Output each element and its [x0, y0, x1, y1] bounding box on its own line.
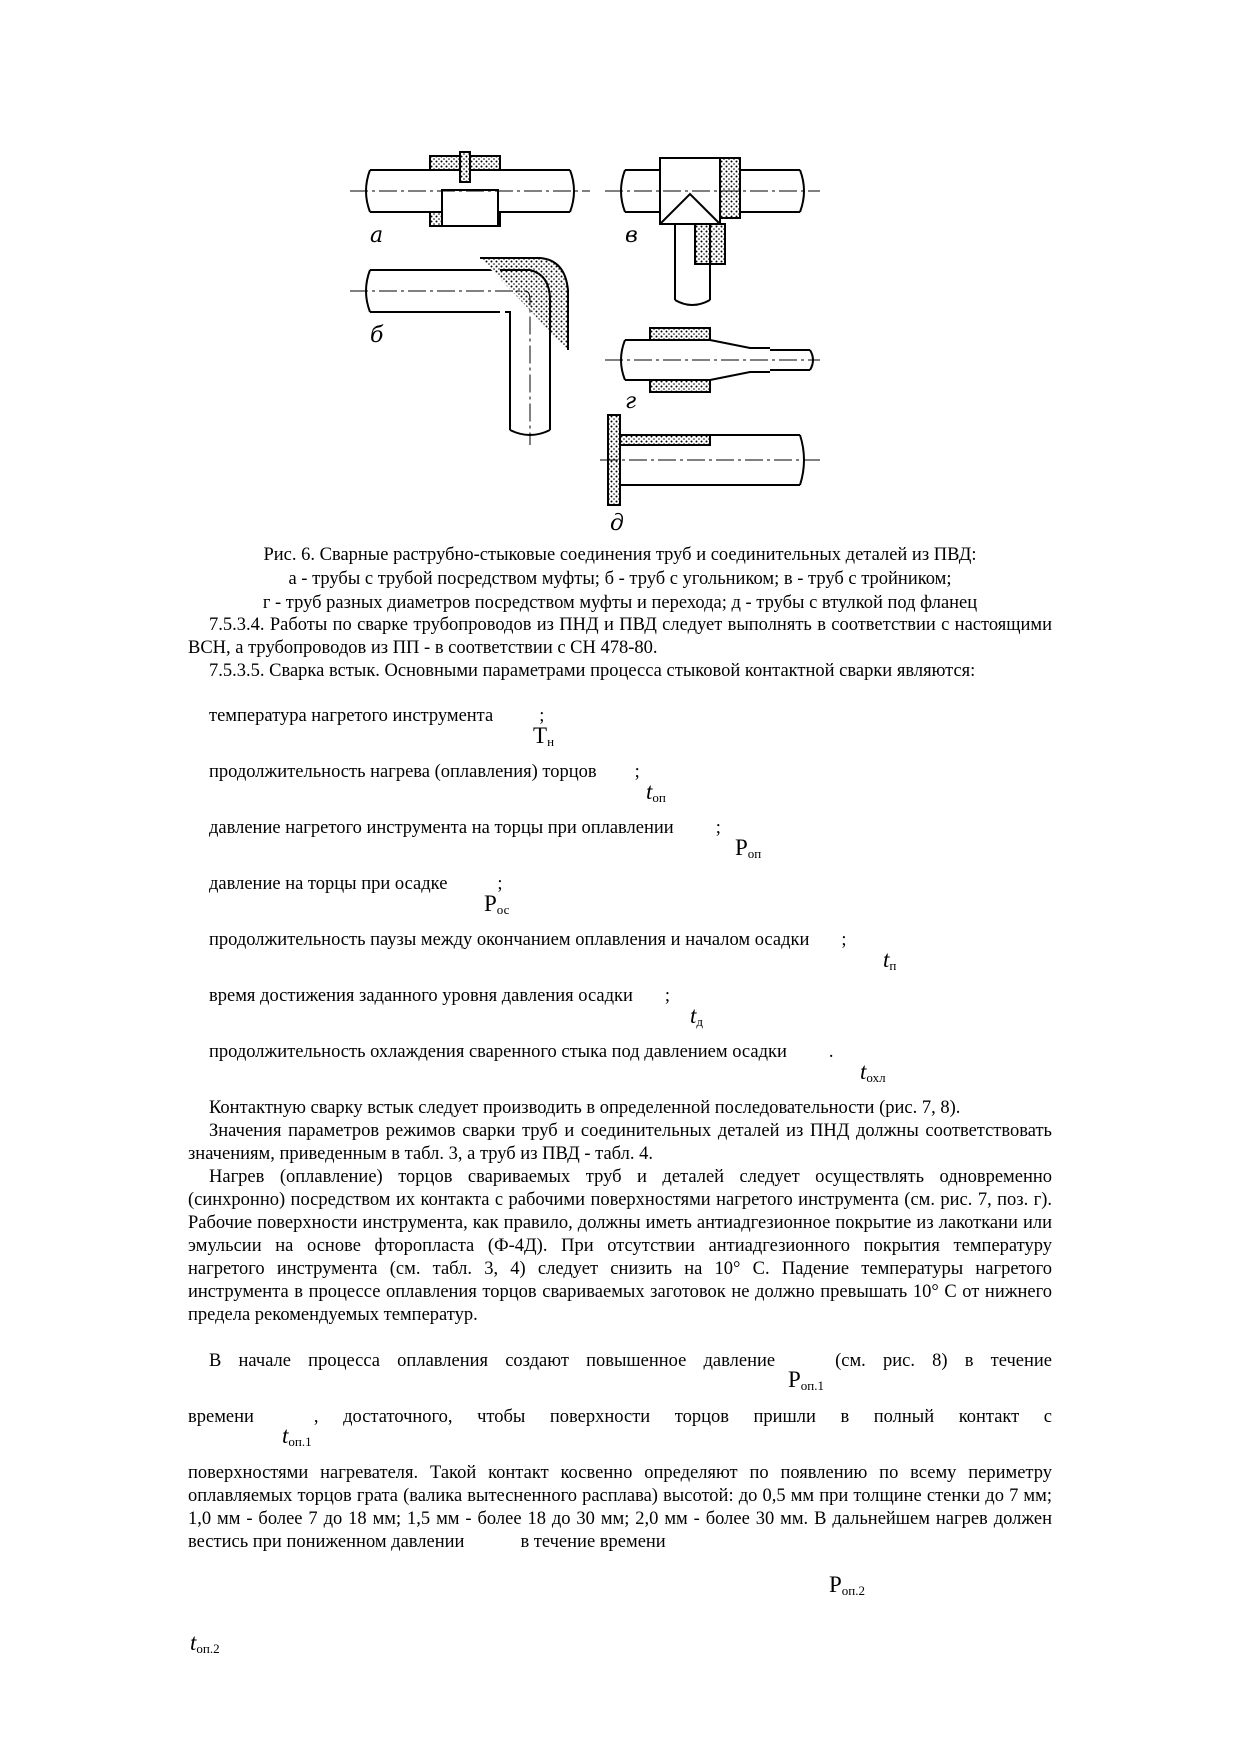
paragraph-heating: Нагрев (оплавление) торцов свариваемых труб и деталей следует осуществлять одновременно (синхронно) посредством их контакта с рабочими поверхностями нагретого инструмента (см. рис. 7, поз. г). Рабочие поверхности инструмента, как правило, должны иметь антиадгезионное покрытие из лакоткани или эмульсии на основе фторопласта (Ф-4Д). При отсутствии антиадгезионного покрытия температуру нагретого инструмента (см. табл. 3, 4) следует снизить на 10° С. Падение температуры нагретого инструмента в процессе оплавления торцов свариваемых заготовок не должно превышать 10° С от нижнего предела рекомендуемых температур. — [188, 1167, 1052, 1325]
symbol-Pos: $Р_{ос}$ — [484, 891, 510, 917]
figure-caption-line-3: г - труб разных диаметров посредством муфты и перехода; д - трубы с втулкой под фланец — [262, 593, 978, 613]
joint-b-drawing — [350, 258, 568, 445]
paragraph-initial-pressure: В начале процесса оплавления создают повышенное давление (см. рис. 8) в течение — [209, 1351, 1052, 1371]
paragraph-contact-check: поверхностями нагревателя. Такой контакт косвенно определяют по появлению по всему периметру оплавляемых торцов грата (валика вытесненного расплава) высотой: до 0,5 мм при толщине стенки до 7 мм; 1,0 мм - более 7 до 18 мм; 1,5 мм - более 18 до 30 мм; 2,0 мм - более 30 мм. В дальнейшем нагрев должен вестись при пониженном давлении в течение времени — [188, 1463, 1052, 1552]
symbol-Pop: $Р_{оп}$ — [735, 835, 762, 861]
symbol-td: $t_д$ — [690, 1003, 704, 1029]
symbol-Pop1: $Р_{оп.1}$ — [788, 1367, 825, 1393]
label-g: г — [625, 389, 637, 414]
param-line-heating-duration: продолжительность нагрева (оплавления) торцов ; — [209, 762, 640, 782]
param-line-upset-pressure: давление на торцы при осадке ; — [209, 874, 503, 894]
label-b: б — [370, 323, 384, 348]
symbol-Pop2: $Р_{оп.2}$ — [829, 1572, 866, 1598]
joint-a-drawing — [350, 152, 590, 226]
figure-caption-line-1: Рис. 6. Сварные раструбно-стыковые соединения труб и соединительных деталей из ПВД: — [263, 545, 977, 565]
figure-caption-line-2: а - трубы с трубой посредством муфты; б - труб с угольником; в - труб с тройником; — [288, 569, 952, 589]
paragraph-time-contact: времени , достаточного, чтобы поверхности торцов пришли в полный контакт с — [188, 1407, 1052, 1427]
symbol-tp: $t_п$ — [883, 947, 897, 973]
symbol-top2: $t_{оп.2}$ — [190, 1630, 220, 1656]
paragraph-7-5-3-4: 7.5.3.4. Работы по сварке трубопроводов из ПНД и ПВД следует выполнять в соответствии с настоящими ВСН, а трубопроводов из ПП - в соответствии с СН 478-80. — [188, 615, 1052, 658]
joint-d-drawing — [600, 415, 820, 505]
param-line-pressure-rise-time: время достижения заданного уровня давления осадки ; — [209, 986, 671, 1006]
param-line-temperature: температура нагретого инструмента ; — [209, 706, 545, 726]
label-a: а — [370, 223, 384, 248]
symbol-tohl: $t_{охл}$ — [860, 1059, 886, 1085]
paragraph-values: Значения параметров режимов сварки труб и соединительных деталей из ПНД должны соответствовать значениям, приведенным в табл. 3, а труб из ПВД - табл. 4. — [188, 1121, 1052, 1164]
param-line-pause-duration: продолжительность паузы между окончанием оплавления и началом осадки ; — [209, 930, 847, 950]
symbol-top: $t_{оп}$ — [646, 779, 666, 805]
label-d: д — [610, 511, 624, 536]
label-v: в — [625, 223, 638, 248]
symbol-top1: $t_{оп.1}$ — [282, 1423, 312, 1449]
welded-joints-figure — [350, 150, 890, 550]
joint-g-drawing — [605, 328, 820, 392]
paragraph-7-5-3-5: 7.5.3.5. Сварка встык. Основными параметрами процесса стыковой контактной сварки являются: — [209, 661, 976, 681]
param-line-cooling-duration: продолжительность охлаждения сваренного стыка под давлением осадки . — [209, 1042, 834, 1062]
symbol-Tn: $Т_н$ — [533, 723, 555, 749]
paragraph-sequence: Контактную сварку встык следует производить в определенной последовательности (рис. 7, 8). — [209, 1098, 961, 1118]
param-line-tool-pressure: давление нагретого инструмента на торцы при оплавлении ; — [209, 818, 721, 838]
